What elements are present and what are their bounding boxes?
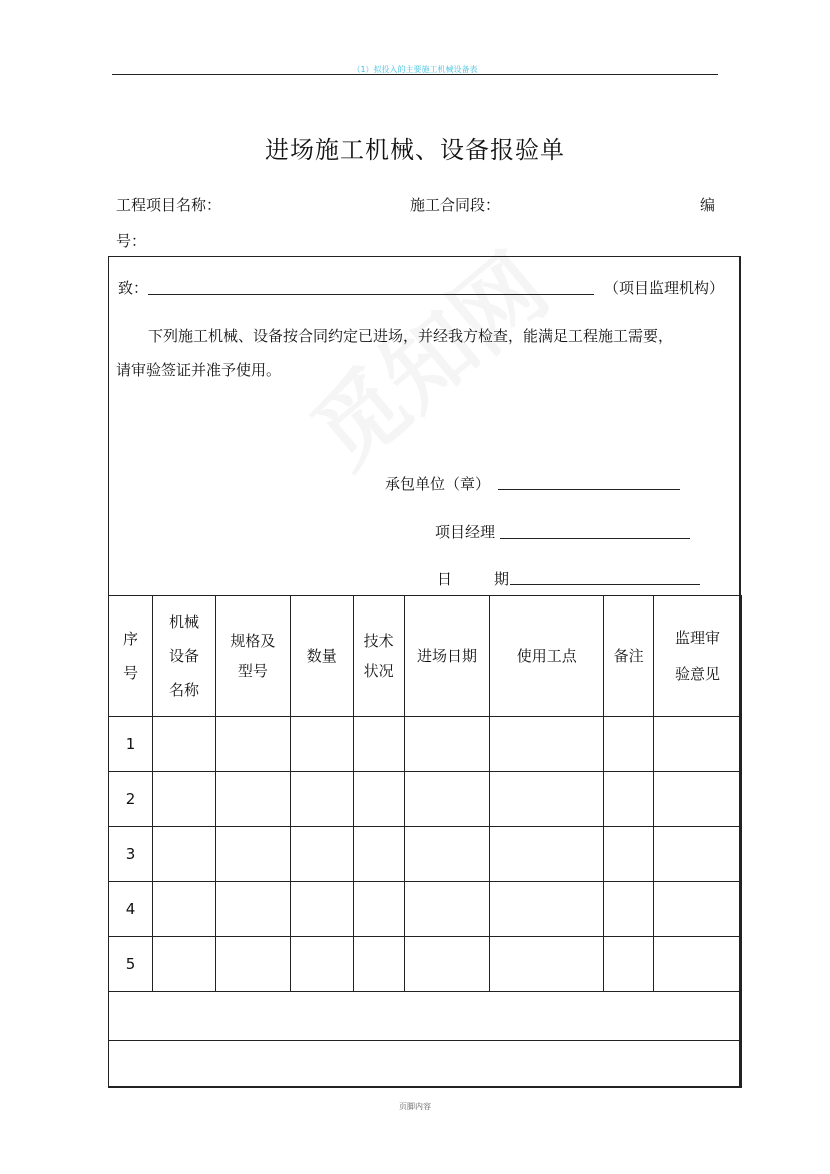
header-divider <box>112 74 718 75</box>
cell[interactable] <box>215 937 290 992</box>
row-index: 1 <box>109 717 153 772</box>
cell[interactable] <box>654 717 742 772</box>
cell[interactable] <box>404 827 490 882</box>
row-index: 2 <box>109 772 153 827</box>
equipment-table <box>108 595 742 1088</box>
body-line-1: 下列施工机械、设备按合同约定已进场，并经我方检查，能满足工程施工需要， <box>148 327 674 345</box>
cell[interactable] <box>404 717 490 772</box>
cell[interactable] <box>654 882 742 937</box>
cell[interactable] <box>353 882 404 937</box>
col-header-index: 序号 <box>109 596 153 717</box>
cell[interactable] <box>404 937 490 992</box>
cell[interactable] <box>290 717 353 772</box>
cell[interactable] <box>604 827 654 882</box>
cell[interactable] <box>654 772 742 827</box>
to-label: 致： <box>118 279 149 297</box>
body-line-2: 请审验签证并准予使用。 <box>116 361 282 379</box>
col-header-qty: 数量 <box>290 596 353 717</box>
cell[interactable] <box>290 937 353 992</box>
cell[interactable] <box>290 772 353 827</box>
page-title: 进场施工机械、设备报验单 <box>265 136 565 164</box>
project-name-label: 工程项目名称： <box>116 196 222 214</box>
to-field[interactable] <box>148 294 594 295</box>
cell[interactable] <box>290 882 353 937</box>
cell[interactable] <box>152 827 215 882</box>
cell[interactable] <box>604 937 654 992</box>
table-blank-row <box>109 1041 742 1088</box>
col-header-date: 进场日期 <box>404 596 490 717</box>
table-blank-row <box>109 992 742 1041</box>
supervisor-label: （项目监理机构） <box>604 279 725 297</box>
col-header-name: 机械设备名称 <box>152 596 215 717</box>
manager-field[interactable] <box>500 538 690 539</box>
cell[interactable] <box>490 937 604 992</box>
contractor-field[interactable] <box>498 489 680 490</box>
cell[interactable] <box>404 882 490 937</box>
cell[interactable] <box>490 772 604 827</box>
col-header-site: 使用工点 <box>490 596 604 717</box>
cell[interactable] <box>490 882 604 937</box>
cell[interactable] <box>353 827 404 882</box>
cell[interactable] <box>290 827 353 882</box>
cell[interactable] <box>490 717 604 772</box>
row-index: 3 <box>109 827 153 882</box>
date-label-part2: 期 <box>494 570 510 588</box>
table-row <box>109 772 742 827</box>
date-field[interactable] <box>510 584 700 585</box>
table-header-row <box>109 596 742 717</box>
cell[interactable] <box>353 772 404 827</box>
manager-label: 项目经理 <box>435 523 496 541</box>
col-header-opinion: 监理审验意见 <box>654 596 742 717</box>
contractor-label: 承包单位（章） <box>385 475 491 493</box>
cell[interactable] <box>604 717 654 772</box>
cell[interactable] <box>654 827 742 882</box>
cell[interactable] <box>215 772 290 827</box>
cell[interactable] <box>152 937 215 992</box>
cell[interactable] <box>152 772 215 827</box>
page-header: （1）拟投入的主要施工机械设备表 <box>352 65 478 74</box>
cell[interactable] <box>404 772 490 827</box>
date-label-part1: 日 <box>437 570 453 588</box>
row-index: 4 <box>109 882 153 937</box>
cell[interactable] <box>353 937 404 992</box>
cell[interactable] <box>490 827 604 882</box>
table-row <box>109 717 742 772</box>
cell[interactable] <box>353 717 404 772</box>
cell[interactable] <box>152 717 215 772</box>
table-row <box>109 937 742 992</box>
table-row <box>109 827 742 882</box>
table-row <box>109 882 742 937</box>
blank-cell[interactable] <box>109 992 742 1041</box>
cell[interactable] <box>654 937 742 992</box>
contract-label: 施工合同段： <box>410 196 501 214</box>
page-footer: 页脚内容 <box>399 1102 431 1111</box>
blank-cell[interactable] <box>109 1041 742 1088</box>
col-header-remark: 备注 <box>604 596 654 717</box>
col-header-condition: 技术状况 <box>353 596 404 717</box>
row-index: 5 <box>109 937 153 992</box>
cell[interactable] <box>604 772 654 827</box>
cell[interactable] <box>215 882 290 937</box>
cell[interactable] <box>152 882 215 937</box>
cell[interactable] <box>215 717 290 772</box>
number-label-part1: 编 <box>700 196 716 214</box>
cell[interactable] <box>604 882 654 937</box>
cell[interactable] <box>215 827 290 882</box>
number-label-part2: 号： <box>116 232 147 250</box>
col-header-spec: 规格及型号 <box>215 596 290 717</box>
